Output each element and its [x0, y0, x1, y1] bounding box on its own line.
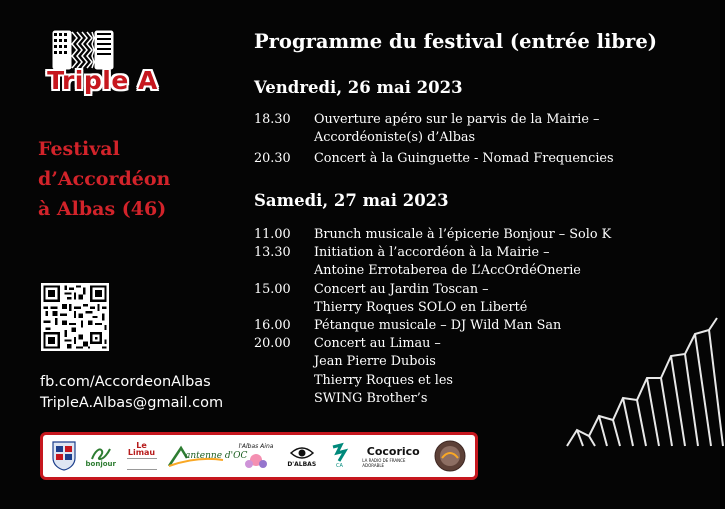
event-line: Ouverture apéro sur le parvis de la Mairie – — [314, 112, 600, 127]
email-link[interactable]: TripleA.Albas@gmail.com — [40, 395, 224, 411]
bonjour-text: bonjour — [85, 459, 116, 468]
aina-flower-icon — [239, 450, 273, 470]
event-description — [314, 150, 674, 168]
event-description — [314, 281, 674, 317]
event-time: 13.30 — [254, 245, 291, 261]
event-description — [314, 244, 674, 280]
cocorico-subtext: LA RADIO DE FRANCE ADORABLE — [362, 457, 406, 468]
credit-agricole-icon — [329, 443, 351, 463]
facebook-link[interactable]: fb.com/AccordeonAlbas — [40, 374, 211, 390]
event-item — [254, 281, 674, 317]
festival-title-line: à Albas (46) — [38, 198, 167, 220]
event-line: Pétanque musicale – DJ Wild Man San — [314, 318, 562, 334]
aina-text: l'Albas Aina — [238, 442, 274, 450]
day-title: Samedi, 27 mai 2023 — [254, 191, 449, 210]
antenne-text: antenne d'OC — [185, 451, 248, 461]
sponsor-bonjour-logo — [86, 438, 116, 474]
event-item — [254, 111, 674, 147]
eye-icon — [290, 445, 314, 461]
event-list — [254, 111, 674, 169]
festival-title-line: Festival — [38, 138, 120, 160]
limau-text: Le Limau — [127, 441, 156, 457]
event-line: Thierry Roques SOLO en Liberté — [314, 299, 528, 315]
coat-of-arms-icon — [52, 441, 76, 471]
event-line: Jean Pierre Dubois — [314, 354, 436, 370]
logo-text: Triple A — [47, 66, 158, 95]
cocorico-text: Cocorico — [366, 444, 420, 458]
event-time: 18.30 — [254, 112, 291, 127]
event-item — [254, 150, 674, 168]
triple-a-logo — [40, 28, 165, 100]
event-time: 15.00 — [254, 281, 291, 297]
sponsor-antenne-oc-logo — [167, 438, 248, 474]
event-line: Brunch musicale à l’épicerie Bonjour – Solo K — [314, 227, 612, 242]
sponsor-limau-logo — [125, 438, 159, 474]
festival-title — [38, 134, 238, 224]
qr-code[interactable] — [41, 283, 109, 351]
ca-text: CA — [336, 462, 343, 469]
event-line: Concert au Jardin Toscan – — [314, 281, 489, 297]
bonjour-icon — [90, 445, 112, 461]
event-description — [314, 226, 674, 244]
event-description — [314, 111, 674, 147]
event-line: SWING Brother’s — [314, 390, 428, 406]
event-line: Concert à la Guinguette - Nomad Frequencies — [314, 151, 614, 167]
sponsor-bar — [40, 432, 478, 480]
sponsor-aina-logo — [234, 438, 278, 474]
event-line: Accordéoniste(s) d’Albas — [314, 130, 476, 146]
bellows-decoration — [565, 318, 725, 448]
sponsor-coat-of-arms-logo — [51, 438, 77, 474]
antenne-oc-icon — [167, 442, 248, 470]
event-line: Concert au Limau – — [314, 336, 441, 352]
ecomusee-text: D'ALBAS — [287, 460, 317, 468]
event-item — [254, 244, 674, 280]
event-time: 20.30 — [254, 151, 291, 167]
sponsor-badge-logo — [433, 438, 467, 474]
contact-info — [40, 372, 223, 414]
day-title: Vendredi, 26 mai 2023 — [254, 78, 463, 97]
event-time: 20.00 — [254, 336, 291, 352]
programme-title: Programme du festival (entrée libre) — [254, 30, 657, 53]
event-line: Initiation à l’accordéon à la Mairie – — [314, 245, 550, 261]
sponsor-credit-agricole-logo — [326, 438, 354, 474]
event-line: Antoine Errotaberea de L’AccOrdéOnerie — [314, 263, 581, 279]
badge-icon — [434, 440, 466, 472]
event-time: 16.00 — [254, 318, 291, 334]
event-item — [254, 226, 674, 244]
sponsor-cocorico-logo — [362, 438, 424, 474]
sponsor-ecomusee-logo — [287, 438, 317, 474]
festival-title-line: d’Accordéon — [38, 168, 171, 190]
event-line: Thierry Roques et les — [314, 372, 453, 388]
event-time: 11.00 — [254, 227, 291, 242]
